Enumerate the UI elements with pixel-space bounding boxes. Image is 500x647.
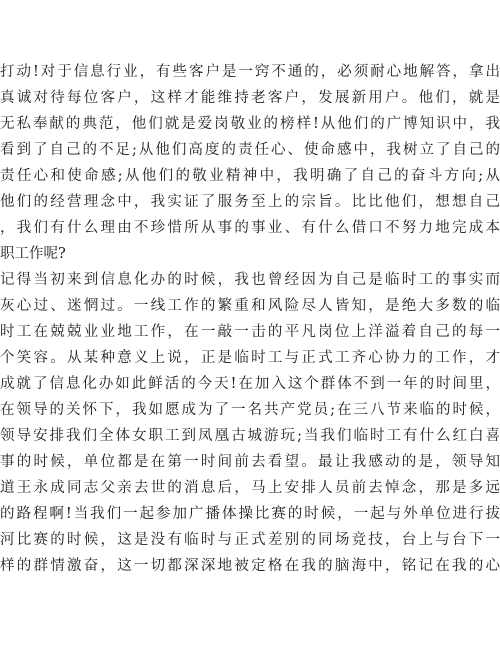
text-line-14: 在领导的关怀下，我如愿成为了一名共产党员;在三八节来临的时候， bbox=[0, 402, 500, 418]
text-line-3: 无私奉献的典范，他们就是爱岗敬业的榜样!从他们的广博知识中，我 bbox=[0, 116, 500, 132]
text-line-10: 灰心过、迷惘过。一线工作的繁重和风险尽人皆知，是绝大多数的临 bbox=[0, 298, 500, 314]
text-line-4: 看到了自己的不足;从他们高度的责任心、使命感中，我树立了自己的 bbox=[0, 142, 500, 158]
text-line-19: 河比赛的时候，这是没有临时与正式差别的同场竞技，台上与台下一 bbox=[0, 532, 500, 548]
text-line-7: ，我们有什么理由不珍惜所从事的事业、有什么借口不努力地完成本 bbox=[0, 220, 500, 236]
text-line-20: 样的群情激奋，这一切都深深地被定格在我的脑海中，铭记在我的心 bbox=[0, 558, 500, 574]
text-line-12: 个笑容。从某种意义上说，正是临时工与正式工齐心协力的工作，才 bbox=[0, 350, 500, 366]
text-line-11: 时工在兢兢业业地工作，在一敲一击的平凡岗位上洋溢着自己的每一 bbox=[0, 324, 500, 340]
text-line-13: 成就了信息化办如此鲜活的今天!在加入这个群体不到一年的时间里， bbox=[0, 376, 500, 392]
text-line-16: 事的时候，单位都是在第一时间前去看望。最让我感动的是，领导知 bbox=[0, 454, 500, 470]
text-line-6: 他们的经营理念中，我实证了服务至上的宗旨。比比他们，想想自己 bbox=[0, 194, 500, 210]
text-line-17: 道王永成同志父亲去世的消息后，马上安排人员前去悼念，那是多远 bbox=[0, 480, 500, 496]
text-line-1: 打动!对于信息行业，有些客户是一窍不通的，必须耐心地解答，拿出 bbox=[0, 64, 500, 80]
text-line-8: 职工作呢? bbox=[0, 246, 66, 262]
text-line-9: 记得当初来到信息化办的时候，我也曾经因为自己是临时工的事实而 bbox=[0, 272, 500, 288]
text-line-5: 责任心和使命感;从他们的敬业精神中，我明确了自己的奋斗方向;从 bbox=[0, 168, 500, 184]
text-line-2: 真诚对待每位客户，这样才能维持老客户，发展新用户。他们，就是 bbox=[0, 90, 500, 106]
text-line-18: 的路程啊!当我们一起参加广播体操比赛的时候，一起与外单位进行拔 bbox=[0, 506, 500, 522]
text-line-15: 领导安排我们全体女职工到凤凰古城游玩;当我们临时工有什么红白喜 bbox=[0, 428, 500, 444]
